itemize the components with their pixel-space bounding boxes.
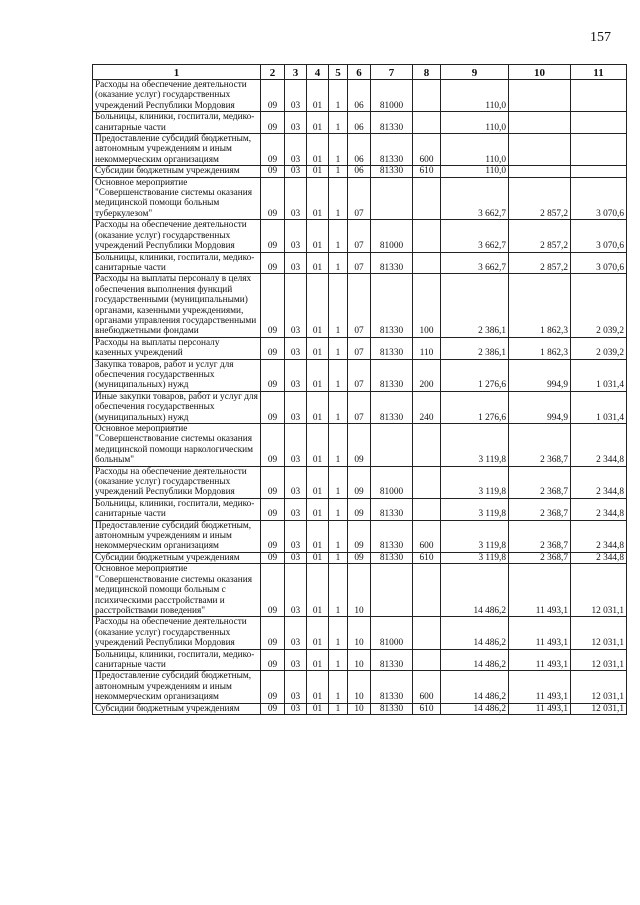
code-cell: 610 xyxy=(413,552,441,563)
table-row xyxy=(93,649,627,671)
table-row xyxy=(93,671,627,703)
amount-cell: 3 662,7 xyxy=(441,220,509,252)
amount-cell xyxy=(571,80,627,112)
code-cell xyxy=(413,252,441,274)
code-cell: 09 xyxy=(261,112,285,134)
code-cell xyxy=(413,112,441,134)
code-cell: 200 xyxy=(413,359,441,391)
code-cell: 1 xyxy=(329,424,348,467)
amount-cell: 2 344,8 xyxy=(571,520,627,552)
code-cell: 600 xyxy=(413,134,441,166)
amount-cell: 110,0 xyxy=(441,112,509,134)
table-row xyxy=(93,274,627,337)
table-row xyxy=(93,112,627,134)
code-cell: 01 xyxy=(307,391,329,423)
code-cell: 01 xyxy=(307,703,329,714)
code-cell: 110 xyxy=(413,337,441,359)
amount-cell: 1 276,6 xyxy=(441,391,509,423)
code-cell: 09 xyxy=(261,274,285,337)
code-cell: 01 xyxy=(307,134,329,166)
amount-cell: 3 119,8 xyxy=(441,498,509,520)
table-row xyxy=(93,466,627,498)
code-cell: 100 xyxy=(413,274,441,337)
code-cell: 09 xyxy=(261,80,285,112)
code-cell: 03 xyxy=(285,134,307,166)
code-cell: 09 xyxy=(261,466,285,498)
code-cell: 1 xyxy=(329,466,348,498)
column-header-8: 8 xyxy=(413,65,441,80)
code-cell: 09 xyxy=(261,359,285,391)
amount-cell: 3 070,6 xyxy=(571,220,627,252)
amount-cell: 1 862,3 xyxy=(509,274,571,337)
code-cell: 01 xyxy=(307,359,329,391)
code-cell: 81330 xyxy=(371,552,413,563)
table-row xyxy=(93,177,627,220)
table-row xyxy=(93,424,627,467)
code-cell: 09 xyxy=(261,564,285,617)
code-cell: 1 xyxy=(329,337,348,359)
code-cell xyxy=(413,649,441,671)
column-header-9: 9 xyxy=(441,65,509,80)
code-cell: 09 xyxy=(261,552,285,563)
amount-cell: 2 344,8 xyxy=(571,552,627,563)
code-cell: 610 xyxy=(413,166,441,177)
amount-cell: 2 368,7 xyxy=(509,552,571,563)
code-cell: 81330 xyxy=(371,649,413,671)
code-cell: 03 xyxy=(285,617,307,649)
table-row xyxy=(93,220,627,252)
code-cell: 01 xyxy=(307,274,329,337)
code-cell: 03 xyxy=(285,80,307,112)
code-cell: 09 xyxy=(261,252,285,274)
row-name-cell: Иные закупки товаров, работ и услуг для обеспечения государственных (муниципальных) нужд xyxy=(93,391,261,423)
code-cell xyxy=(413,498,441,520)
code-cell: 09 xyxy=(261,391,285,423)
code-cell: 81000 xyxy=(371,466,413,498)
amount-cell: 11 493,1 xyxy=(509,703,571,714)
table-row xyxy=(93,337,627,359)
amount-cell: 110,0 xyxy=(441,166,509,177)
amount-cell: 11 493,1 xyxy=(509,649,571,671)
amount-cell: 3 662,7 xyxy=(441,252,509,274)
amount-cell: 994,9 xyxy=(509,359,571,391)
row-name-cell: Субсидии бюджетным учреждениям xyxy=(93,166,261,177)
code-cell: 1 xyxy=(329,112,348,134)
amount-cell: 2 368,7 xyxy=(509,520,571,552)
amount-cell: 2 344,8 xyxy=(571,424,627,467)
code-cell: 01 xyxy=(307,252,329,274)
amount-cell: 3 119,8 xyxy=(441,424,509,467)
code-cell: 1 xyxy=(329,703,348,714)
amount-cell: 11 493,1 xyxy=(509,617,571,649)
code-cell xyxy=(371,177,413,220)
code-cell: 1 xyxy=(329,359,348,391)
code-cell: 09 xyxy=(348,424,371,467)
amount-cell: 12 031,1 xyxy=(571,703,627,714)
table-row xyxy=(93,252,627,274)
amount-cell: 994,9 xyxy=(509,391,571,423)
code-cell xyxy=(413,466,441,498)
code-cell: 03 xyxy=(285,649,307,671)
code-cell: 81330 xyxy=(371,252,413,274)
code-cell xyxy=(413,220,441,252)
code-cell: 81330 xyxy=(371,166,413,177)
table-row xyxy=(93,391,627,423)
code-cell: 81330 xyxy=(371,134,413,166)
amount-cell: 2 386,1 xyxy=(441,337,509,359)
code-cell: 1 xyxy=(329,80,348,112)
row-name-cell: Основное мероприятие "Совершенствование системы оказания медицинской помощи больным туберкулезом" xyxy=(93,177,261,220)
code-cell: 1 xyxy=(329,177,348,220)
code-cell: 01 xyxy=(307,337,329,359)
amount-cell: 2 368,7 xyxy=(509,466,571,498)
code-cell: 03 xyxy=(285,552,307,563)
code-cell xyxy=(413,617,441,649)
amount-cell: 3 119,8 xyxy=(441,552,509,563)
row-name-cell: Больницы, клиники, госпитали, медико-санитарные части xyxy=(93,498,261,520)
code-cell: 09 xyxy=(348,466,371,498)
amount-cell: 3 119,8 xyxy=(441,466,509,498)
code-cell: 10 xyxy=(348,671,371,703)
code-cell: 07 xyxy=(348,177,371,220)
code-cell: 01 xyxy=(307,671,329,703)
code-cell: 09 xyxy=(261,337,285,359)
amount-cell: 2 386,1 xyxy=(441,274,509,337)
amount-cell: 1 862,3 xyxy=(509,337,571,359)
code-cell: 01 xyxy=(307,498,329,520)
code-cell: 09 xyxy=(261,177,285,220)
code-cell: 03 xyxy=(285,252,307,274)
column-header-7: 7 xyxy=(371,65,413,80)
code-cell: 81330 xyxy=(371,671,413,703)
row-name-cell: Расходы на выплаты персоналу казенных учреждений xyxy=(93,337,261,359)
code-cell: 1 xyxy=(329,564,348,617)
code-cell: 01 xyxy=(307,112,329,134)
table-row xyxy=(93,703,627,714)
code-cell xyxy=(413,80,441,112)
amount-cell: 11 493,1 xyxy=(509,564,571,617)
amount-cell: 14 486,2 xyxy=(441,564,509,617)
code-cell: 81330 xyxy=(371,520,413,552)
code-cell: 03 xyxy=(285,337,307,359)
code-cell: 09 xyxy=(261,220,285,252)
amount-cell: 14 486,2 xyxy=(441,671,509,703)
row-name-cell: Расходы на обеспечение деятельности (оказание услуг) государственных учреждений Республики Мордовия xyxy=(93,617,261,649)
code-cell: 03 xyxy=(285,220,307,252)
code-cell: 09 xyxy=(348,552,371,563)
column-header-4: 4 xyxy=(307,65,329,80)
code-cell: 09 xyxy=(261,498,285,520)
row-name-cell: Предоставление субсидий бюджетным, автономным учреждениям и иным некоммерческим организациям xyxy=(93,671,261,703)
code-cell: 09 xyxy=(261,617,285,649)
amount-cell: 2 344,8 xyxy=(571,498,627,520)
row-name-cell: Расходы на обеспечение деятельности (оказание услуг) государственных учреждений Республики Мордовия xyxy=(93,80,261,112)
amount-cell: 110,0 xyxy=(441,80,509,112)
amount-cell: 110,0 xyxy=(441,134,509,166)
code-cell: 07 xyxy=(348,391,371,423)
code-cell: 09 xyxy=(261,134,285,166)
code-cell: 09 xyxy=(261,166,285,177)
code-cell: 03 xyxy=(285,166,307,177)
amount-cell xyxy=(509,166,571,177)
code-cell: 81330 xyxy=(371,391,413,423)
row-name-cell: Больницы, клиники, госпитали, медико-санитарные части xyxy=(93,649,261,671)
row-name-cell: Расходы на обеспечение деятельности (оказание услуг) государственных учреждений Республики Мордовия xyxy=(93,466,261,498)
row-name-cell: Предоставление субсидий бюджетным, автономным учреждениям и иным некоммерческим организациям xyxy=(93,520,261,552)
amount-cell: 1 031,4 xyxy=(571,359,627,391)
code-cell xyxy=(371,564,413,617)
code-cell: 81330 xyxy=(371,703,413,714)
column-header-11: 11 xyxy=(571,65,627,80)
table-row xyxy=(93,520,627,552)
code-cell: 01 xyxy=(307,617,329,649)
table-row xyxy=(93,498,627,520)
amount-cell xyxy=(571,112,627,134)
amount-cell: 3 662,7 xyxy=(441,177,509,220)
table-header-row xyxy=(93,65,627,80)
amount-cell: 2 039,2 xyxy=(571,337,627,359)
code-cell: 01 xyxy=(307,220,329,252)
code-cell: 1 xyxy=(329,252,348,274)
table-row xyxy=(93,134,627,166)
code-cell: 1 xyxy=(329,498,348,520)
code-cell: 10 xyxy=(348,617,371,649)
code-cell: 610 xyxy=(413,703,441,714)
code-cell: 09 xyxy=(261,671,285,703)
amount-cell: 14 486,2 xyxy=(441,703,509,714)
amount-cell: 1 031,4 xyxy=(571,391,627,423)
amount-cell: 2 344,8 xyxy=(571,466,627,498)
code-cell: 81000 xyxy=(371,617,413,649)
code-cell: 01 xyxy=(307,466,329,498)
column-header-5: 5 xyxy=(329,65,348,80)
amount-cell: 2 368,7 xyxy=(509,498,571,520)
code-cell: 03 xyxy=(285,564,307,617)
amount-cell: 14 486,2 xyxy=(441,649,509,671)
code-cell: 10 xyxy=(348,703,371,714)
column-header-2: 2 xyxy=(261,65,285,80)
table-row xyxy=(93,552,627,563)
amount-cell xyxy=(571,166,627,177)
code-cell: 07 xyxy=(348,337,371,359)
amount-cell xyxy=(509,134,571,166)
code-cell: 01 xyxy=(307,80,329,112)
amount-cell: 3 070,6 xyxy=(571,177,627,220)
row-name-cell: Основное мероприятие "Совершенствование системы оказания медицинской помощи больным с психическими расстройствами и расстройствами поведения" xyxy=(93,564,261,617)
table-body xyxy=(93,80,627,715)
code-cell: 03 xyxy=(285,498,307,520)
row-name-cell: Больницы, клиники, госпитали, медико-санитарные части xyxy=(93,112,261,134)
code-cell: 81000 xyxy=(371,80,413,112)
table-row xyxy=(93,359,627,391)
code-cell: 600 xyxy=(413,520,441,552)
budget-table xyxy=(92,64,627,715)
amount-cell: 2 368,7 xyxy=(509,424,571,467)
code-cell: 03 xyxy=(285,391,307,423)
table-row xyxy=(93,564,627,617)
amount-cell: 2 039,2 xyxy=(571,274,627,337)
code-cell xyxy=(413,424,441,467)
code-cell: 03 xyxy=(285,112,307,134)
row-name-cell: Предоставление субсидий бюджетным, автономным учреждениям и иным некоммерческим организациям xyxy=(93,134,261,166)
code-cell xyxy=(371,424,413,467)
column-header-10: 10 xyxy=(509,65,571,80)
code-cell: 03 xyxy=(285,177,307,220)
code-cell: 07 xyxy=(348,220,371,252)
code-cell: 03 xyxy=(285,424,307,467)
amount-cell: 2 857,2 xyxy=(509,252,571,274)
code-cell: 81330 xyxy=(371,274,413,337)
row-name-cell: Закупка товаров, работ и услуг для обеспечения государственных (муниципальных) нужд xyxy=(93,359,261,391)
code-cell: 600 xyxy=(413,671,441,703)
column-header-1: 1 xyxy=(93,65,261,80)
amount-cell xyxy=(509,112,571,134)
code-cell xyxy=(413,177,441,220)
table-row xyxy=(93,80,627,112)
code-cell: 01 xyxy=(307,552,329,563)
code-cell: 09 xyxy=(348,498,371,520)
code-cell: 03 xyxy=(285,703,307,714)
row-name-cell: Больницы, клиники, госпитали, медико-санитарные части xyxy=(93,252,261,274)
code-cell: 81330 xyxy=(371,359,413,391)
row-name-cell: Основное мероприятие "Совершенствование системы оказания медицинской помощи наркологическим больным" xyxy=(93,424,261,467)
code-cell: 01 xyxy=(307,649,329,671)
code-cell: 03 xyxy=(285,359,307,391)
code-cell: 06 xyxy=(348,112,371,134)
code-cell: 10 xyxy=(348,649,371,671)
column-header-6: 6 xyxy=(348,65,371,80)
code-cell: 09 xyxy=(261,424,285,467)
code-cell: 10 xyxy=(348,564,371,617)
code-cell: 81330 xyxy=(371,498,413,520)
code-cell: 09 xyxy=(261,520,285,552)
code-cell: 01 xyxy=(307,564,329,617)
code-cell: 1 xyxy=(329,274,348,337)
code-cell: 07 xyxy=(348,252,371,274)
code-cell: 01 xyxy=(307,520,329,552)
amount-cell: 12 031,1 xyxy=(571,564,627,617)
code-cell: 03 xyxy=(285,466,307,498)
code-cell: 240 xyxy=(413,391,441,423)
amount-cell: 14 486,2 xyxy=(441,617,509,649)
amount-cell xyxy=(571,134,627,166)
table-row xyxy=(93,617,627,649)
column-header-3: 3 xyxy=(285,65,307,80)
code-cell: 06 xyxy=(348,80,371,112)
code-cell: 1 xyxy=(329,391,348,423)
code-cell: 1 xyxy=(329,220,348,252)
amount-cell: 2 857,2 xyxy=(509,177,571,220)
amount-cell: 2 857,2 xyxy=(509,220,571,252)
row-name-cell: Субсидии бюджетным учреждениям xyxy=(93,703,261,714)
code-cell: 1 xyxy=(329,671,348,703)
code-cell: 06 xyxy=(348,166,371,177)
code-cell: 03 xyxy=(285,671,307,703)
code-cell: 81330 xyxy=(371,112,413,134)
code-cell xyxy=(413,564,441,617)
amount-cell: 12 031,1 xyxy=(571,671,627,703)
code-cell: 1 xyxy=(329,520,348,552)
code-cell: 01 xyxy=(307,166,329,177)
code-cell: 06 xyxy=(348,134,371,166)
code-cell: 1 xyxy=(329,134,348,166)
code-cell: 07 xyxy=(348,359,371,391)
code-cell: 1 xyxy=(329,552,348,563)
amount-cell: 11 493,1 xyxy=(509,671,571,703)
row-name-cell: Расходы на обеспечение деятельности (оказание услуг) государственных учреждений Республики Мордовия xyxy=(93,220,261,252)
amount-cell: 3 070,6 xyxy=(571,252,627,274)
code-cell: 81330 xyxy=(371,337,413,359)
code-cell: 09 xyxy=(261,703,285,714)
table-row xyxy=(93,166,627,177)
code-cell: 07 xyxy=(348,274,371,337)
code-cell: 01 xyxy=(307,424,329,467)
amount-cell: 1 276,6 xyxy=(441,359,509,391)
code-cell: 1 xyxy=(329,166,348,177)
row-name-cell: Субсидии бюджетным учреждениям xyxy=(93,552,261,563)
code-cell: 81000 xyxy=(371,220,413,252)
amount-cell: 3 119,8 xyxy=(441,520,509,552)
page-number: 157 xyxy=(590,30,611,45)
amount-cell: 12 031,1 xyxy=(571,649,627,671)
code-cell: 01 xyxy=(307,177,329,220)
code-cell: 1 xyxy=(329,649,348,671)
code-cell: 03 xyxy=(285,520,307,552)
code-cell: 1 xyxy=(329,617,348,649)
amount-cell xyxy=(509,80,571,112)
code-cell: 09 xyxy=(348,520,371,552)
code-cell: 09 xyxy=(261,649,285,671)
amount-cell: 12 031,1 xyxy=(571,617,627,649)
row-name-cell: Расходы на выплаты персоналу в целях обеспечения выполнения функций государственными (муниципальными) органами, казенными учреждениями, органами управления государственными внебюджетными фондами xyxy=(93,274,261,337)
code-cell: 03 xyxy=(285,274,307,337)
